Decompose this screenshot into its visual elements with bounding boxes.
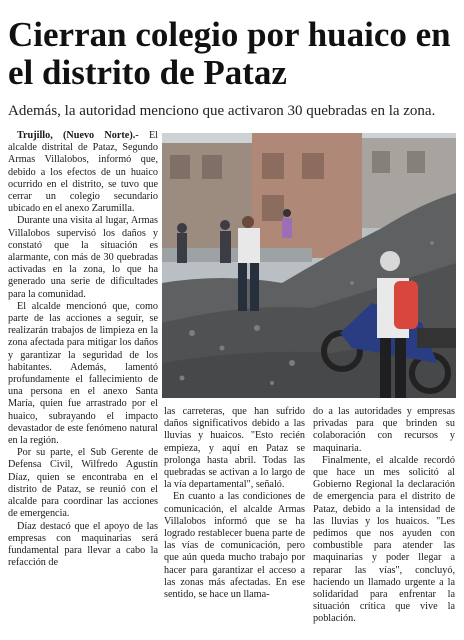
news-photo [162,133,456,398]
paragraph-4: Por su parte, el Sub Gerente de Defensa Civil, Wilfredo Agustín Díaz, quien se encontraba en el distrito de Pataz, se reunió con el alcalde para coordinar las acciones de emergencia. [8,447,158,520]
paragraph-3: El alcalde mencionó que, como parte de las acciones a seguir, se realizarán trabajos de limpieza en la zona afectada para mitigar los daños y garantizar la seguridad de los habitantes. Además, lamentó profundamente el fallecimiento de una persona en el anexo Santa María, quien fue arrastrado por el huaico, subrayando el impacto devastador de este fenómeno natural en la región. [8,300,158,447]
headline: Cierran colegio por huaico en el distrito de Pataz [8,15,451,92]
article-column-left [8,130,158,630]
paragraph-1 [8,130,158,215]
paragraph-6-continued: do a las autoridades y empresas privadas para que brinden su colaboración con recursos y maquinaria. [313,406,455,454]
article-column-middle [164,406,305,632]
article-column-right [313,406,455,632]
paragraph-6-start: En cuanto a las condiciones de comunicación, el alcalde Armas Villalobos informó que se ha logrado restablecer buena parte de las vías de comunicación, pero que aún queda mucho trabajo por hacer para garantizar el acceso a las zonas más afectadas. En ese sentido, se hace un llama- [164,491,305,601]
huaico-scene-image [162,133,456,398]
dateline: Trujillo, (Nuevo Norte).- [17,130,139,141]
paragraph-5-continued: las carreteras, que han sufrido daños significativos debido a las lluvias y huaicos. "Esto recién empieza, y aquí en Pataz se prolonga hasta abril. Todas las quebradas se activan a lo largo de la vía departamental", señaló. [164,406,305,491]
paragraph-5-start: Díaz destacó que el apoyo de las empresas con maquinarias será fundamental para llevar a cabo la refacción de [8,520,158,569]
paragraph-1-text: El alcalde distrital de Pataz, Segundo Armas Villalobos, informó que, debido a los efectos de un huaico ocurrido en el distrito, se tuvo que cerrar un colegio secundario ubicado en el anexo Zarumilla. [8,130,158,215]
subtitle: Además, la autoridad menciono que activaron 30 quebradas en la zona. [8,103,436,119]
paragraph-7: Finalmente, el alcalde recordó que hace un mes solicitó al Gobierno Regional la declaración de emergencia para el distrito de Pataz, debido a la intensidad de las lluvias y los huaicos. "Les pedimos que nos ayuden con combustible para atender las maquinarias y poder llegar a reparar las vías", concluyó, haciendo un llamado urgente a la solidaridad para enfrentar la situación crítica que vive la población. [313,454,455,625]
paragraph-2: Durante una visita al lugar, Armas Villalobos supervisó los daños y constató que la situación es alarmante, con más de 30 quebradas activadas en la zona, lo que ha generado una serie de dificultades para la comunidad. [8,215,158,300]
